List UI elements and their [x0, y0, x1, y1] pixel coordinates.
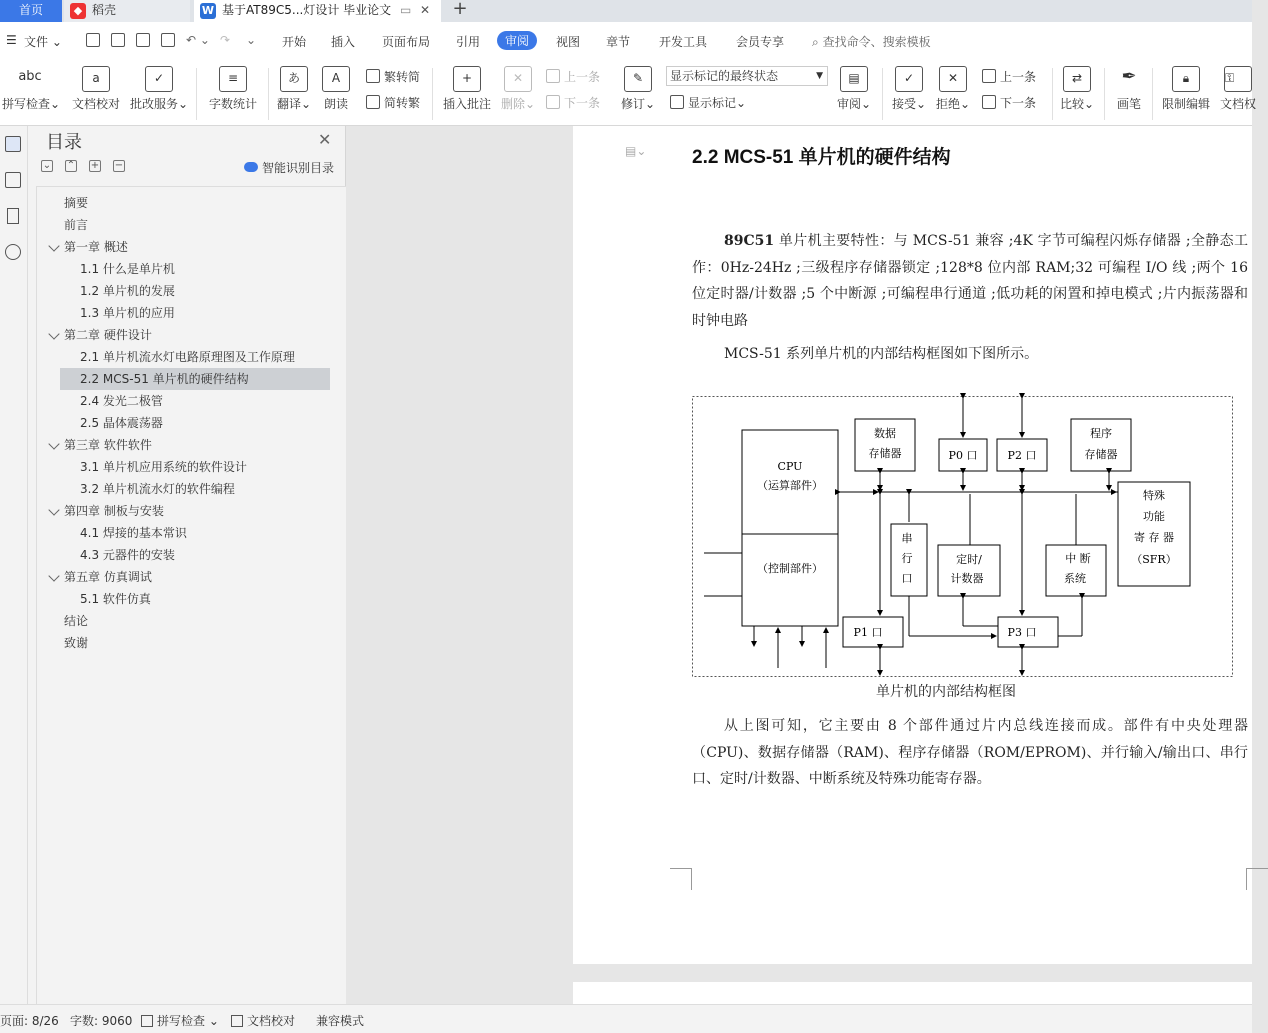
next-revision-button[interactable] — [982, 94, 1036, 111]
next-comment-button[interactable] — [546, 94, 600, 111]
display-mode-value: 显示标记的最终状态 — [670, 69, 779, 83]
translate-icon: あ — [280, 66, 308, 92]
menu-developer[interactable]: 开发工具 — [659, 35, 708, 49]
ribbon-divider — [1052, 68, 1053, 120]
next-revision-label: 下一条 — [1000, 96, 1037, 110]
prev-revision-button[interactable] — [982, 68, 1036, 85]
doc-proof-icon: a — [82, 66, 110, 92]
outline-icon[interactable] — [5, 136, 21, 152]
review-pane-label: 审阅 — [836, 97, 861, 111]
page-indicator[interactable]: 页面: 8/26 — [0, 1014, 59, 1028]
batch-service-icon: ✓ — [145, 66, 173, 92]
show-marks-label: 显示标记 — [688, 96, 737, 110]
pen-label: 画笔 — [1116, 97, 1141, 111]
program-memory-label-2: 存储器 — [1084, 448, 1118, 461]
word-count-indicator[interactable]: 字数: 9060 — [70, 1014, 133, 1028]
doc-permission-icon: ⚿ — [1224, 66, 1252, 92]
serial-label-1: 串 — [901, 532, 913, 545]
word-count-button[interactable] — [206, 62, 260, 122]
review-pane-icon: ▤ — [840, 66, 868, 92]
quick-access-dropdown-icon[interactable]: ⌄ — [246, 33, 257, 47]
control-unit-label: （控制部件） — [757, 562, 823, 575]
document-page[interactable] — [573, 126, 1252, 964]
doc-permission-label: 文档权 — [1220, 97, 1257, 111]
status-doc-proof[interactable] — [231, 1012, 295, 1029]
smart-toc-icon — [244, 162, 258, 172]
redo-icon[interactable]: ↷ — [220, 33, 231, 47]
save-icon[interactable] — [86, 33, 100, 47]
review-pane-button[interactable]: ▤ 审阅⌄ — [836, 62, 872, 122]
doc-proof-label: 文档校对 — [71, 97, 120, 111]
remove-heading-icon[interactable]: − — [114, 160, 124, 171]
smart-toc-label: 智能识别目录 — [262, 161, 335, 175]
data-memory-label-2: 存储器 — [868, 447, 902, 460]
page-corner-mark — [1246, 868, 1268, 890]
status-proof-label: 文档校对 — [247, 1014, 296, 1028]
alu-label: （运算部件） — [757, 479, 823, 492]
ribbon-divider — [1152, 68, 1153, 120]
display-mode-select[interactable] — [666, 66, 828, 86]
spell-check-button[interactable]: abc 拼写检查⌄ — [2, 62, 58, 122]
bookmark-icon[interactable] — [7, 208, 19, 224]
menu-chapter[interactable]: 章节 — [606, 35, 631, 49]
menu-insert[interactable]: 插入 — [331, 35, 356, 49]
word-count-label: 字数统计 — [208, 97, 257, 111]
show-marks-button[interactable]: 显示标记⌄ — [670, 94, 746, 111]
tab-close-icon[interactable]: ✕ — [420, 3, 431, 17]
toc-item[interactable]: 2.4 发光二极管 — [80, 394, 163, 408]
status-bar — [0, 1004, 1252, 1033]
paragraph-summary: 从上图可知，它主要由 8 个部件通过片内总线连接而成。部件有中央处理器（CPU)、数据存储器（RAM)、程序存储器（ROM/EPROM)、并行输入/输出口、串行口、定时/计数器、中断系统及特殊功能寄存器。 — [692, 718, 1248, 787]
pen-icon: ✒ — [1121, 66, 1137, 87]
menu-file[interactable]: 文件 ⌄ — [24, 35, 62, 49]
chevron-down-icon[interactable] — [48, 504, 59, 515]
spell-check-icon: abc — [18, 69, 42, 84]
ribbon-divider — [432, 68, 433, 120]
status-spell-check[interactable]: 拼写检查 ⌄ — [141, 1012, 219, 1029]
smart-toc-button[interactable] — [244, 159, 334, 176]
ribbon-divider — [882, 68, 883, 120]
toc-item[interactable]: 2.1 单片机流水灯电路原理图及工作原理 — [80, 350, 295, 364]
chapter-nav-icon[interactable] — [5, 172, 21, 188]
toc-item[interactable]: 第四章 制板与安装 — [64, 504, 164, 518]
spell-check-label: 拼写检查 — [2, 97, 51, 111]
reject-button[interactable]: ✕ 拒绝⌄ — [934, 62, 972, 122]
accept-button[interactable]: ✓ 接受⌄ — [890, 62, 928, 122]
tab-document-label: 基于AT89C5...灯设计 毕业论文 — [222, 3, 392, 17]
chevron-down-icon[interactable] — [48, 328, 59, 339]
reject-label: 拒绝 — [935, 97, 960, 111]
toc-item[interactable]: 前言 — [64, 218, 89, 232]
toc-item[interactable]: 1.3 单片机的应用 — [80, 306, 175, 320]
print-preview-icon[interactable] — [161, 33, 175, 47]
p2-label: P2 口 — [1007, 449, 1037, 462]
section-heading: 2.2 MCS-51 单片机的硬件结构 — [692, 147, 951, 168]
read-aloud-label: 朗读 — [323, 97, 348, 111]
structure-diagram — [692, 396, 1234, 678]
menu-reference[interactable]: 引用 — [456, 35, 481, 49]
search-icon: ⌕ — [812, 35, 819, 49]
reject-icon: ✕ — [939, 66, 967, 92]
toc-item[interactable]: 3.2 单片机流水灯的软件编程 — [80, 482, 235, 496]
ribbon-divider — [268, 68, 269, 120]
prev-revision-label: 上一条 — [1000, 70, 1037, 84]
menu-review[interactable]: 审阅 — [497, 31, 537, 50]
status-spell-label: 拼写检查 — [157, 1014, 206, 1028]
add-heading-icon[interactable]: + — [90, 160, 100, 171]
menu-member[interactable]: 会员专享 — [736, 35, 785, 49]
restrict-edit-button[interactable] — [1160, 62, 1212, 122]
chevron-down-icon: ▼ — [816, 71, 823, 81]
timer-label-1: 定时/ — [956, 553, 982, 566]
page-corner-mark — [670, 868, 692, 890]
menu-start[interactable]: 开始 — [282, 35, 307, 49]
tab-restore-icon[interactable]: ▭ — [400, 3, 412, 17]
next-comment-label: 下一条 — [564, 96, 601, 110]
toc-item[interactable]: 第三章 软件软件 — [64, 438, 152, 452]
ribbon-divider — [1104, 68, 1105, 120]
insert-comment-button[interactable] — [440, 62, 494, 122]
tab-daoke-label: 稻壳 — [92, 3, 117, 17]
find-icon[interactable] — [5, 244, 21, 260]
restrict-edit-label: 限制编辑 — [1161, 97, 1210, 111]
menu-layout[interactable]: 页面布局 — [382, 35, 431, 49]
tab-daoke[interactable] — [64, 0, 190, 22]
insert-comment-label: 插入批注 — [442, 97, 491, 111]
trad-to-simp-button[interactable] — [366, 68, 420, 85]
simp-to-trad-label: 简转繁 — [384, 96, 421, 110]
compat-mode-indicator: 兼容模式 — [316, 1014, 365, 1028]
read-aloud-button[interactable] — [320, 62, 352, 122]
pen-button[interactable] — [1112, 62, 1146, 122]
show-marks-icon — [670, 95, 684, 109]
tab-home[interactable]: 首页 — [0, 0, 62, 22]
doc-proof-button[interactable] — [70, 62, 122, 122]
translate-button[interactable]: あ 翻译⌄ — [276, 62, 312, 122]
next-page[interactable] — [573, 982, 1252, 1004]
compare-label: 比较 — [1059, 97, 1084, 111]
serial-label-3: 口 — [901, 572, 913, 585]
revise-label: 修订 — [620, 97, 645, 111]
undo-icon[interactable]: ↶ ⌄ — [186, 33, 210, 47]
toc-item[interactable]: 第一章 概述 — [64, 240, 128, 254]
chevron-down-icon[interactable] — [48, 240, 59, 251]
review-ribbon — [0, 62, 1257, 126]
toc-panel — [28, 126, 346, 1004]
chip-name: 89C51 — [724, 233, 775, 249]
data-memory-label-1: 数据 — [874, 427, 896, 440]
restrict-edit-icon: 🔒︎ — [1172, 66, 1200, 92]
translate-label: 翻译 — [276, 97, 301, 111]
timer-label-2: 计数器 — [950, 572, 984, 585]
prev-revision-icon — [982, 69, 996, 83]
command-search-label: 查找命令、搜索模板 — [822, 35, 931, 49]
figure-caption: 单片机的内部结构框图 — [876, 684, 1016, 700]
cpu-label: CPU — [777, 460, 803, 473]
delete-comment-label: 删除 — [500, 97, 525, 111]
toc-item[interactable]: 4.1 焊接的基本常识 — [80, 526, 187, 540]
toc-title: 目录 — [46, 132, 82, 153]
sfr-label-3: 寄 存 器 — [1134, 531, 1174, 544]
p3-label: P3 口 — [1007, 626, 1037, 639]
toc-item[interactable]: 第二章 硬件设计 — [64, 328, 152, 342]
toc-item[interactable]: 1.1 什么是单片机 — [80, 262, 175, 276]
simp-to-trad-button[interactable] — [366, 94, 420, 111]
daoke-logo-icon: ◆ — [70, 3, 86, 19]
export-pdf-icon[interactable] — [111, 33, 125, 47]
prev-comment-icon — [546, 69, 560, 83]
paragraph-intro: MCS-51 系列单片机的内部结构框图如下图所示。 — [724, 346, 1039, 362]
revise-button[interactable]: ✎ 修订⌄ — [618, 62, 658, 122]
spell-check-icon — [141, 1015, 153, 1027]
tab-bar — [0, 0, 1252, 22]
doc-proof-icon — [231, 1015, 243, 1027]
toc-item[interactable]: 第五章 仿真调试 — [64, 570, 152, 584]
next-comment-icon — [546, 95, 560, 109]
menu-view[interactable]: 视图 — [556, 35, 581, 49]
expand-all-icon[interactable]: ⌄ — [42, 160, 52, 171]
sfr-label-2: 功能 — [1143, 510, 1165, 523]
paragraph-menu-icon[interactable]: ▤⌄ — [625, 144, 647, 158]
toc-item[interactable]: 致谢 — [64, 636, 89, 650]
menu-file-label: 文件 — [24, 35, 49, 49]
prev-comment-button[interactable] — [546, 68, 600, 85]
word-doc-icon: W — [201, 4, 215, 17]
simp-to-trad-icon — [366, 95, 380, 109]
close-icon[interactable]: ✕ — [318, 130, 332, 149]
hamburger-icon[interactable]: ☰ — [6, 33, 17, 47]
compare-button[interactable]: ⇄ 比较⌄ — [1058, 62, 1096, 122]
program-memory-label-1: 程序 — [1090, 427, 1112, 440]
toc-item-selected[interactable]: 2.2 MCS-51 单片机的硬件结构 — [60, 368, 330, 390]
sfr-label-1: 特殊 — [1143, 489, 1165, 502]
accept-label: 接受 — [891, 97, 916, 111]
delete-comment-button[interactable]: ✕ 删除⌄ — [500, 62, 536, 122]
features-text: 单片机主要特性：与 MCS-51 兼容 ;4K 字节可编程闪烁存储器 ;全静态工作：0Hz-24Hz ;三级程序存储器锁定 ;128*8 位内部 RAM;32 可编程 I/O 线 ;两个 16 位定时器/计数器 ;5 个中断源 ;可编程串行通道 ;低功耗的闲置和掉电模式 ;片内振荡器和时钟电路 — [692, 233, 1248, 329]
paragraph-features — [692, 228, 1248, 334]
next-revision-icon — [982, 95, 996, 109]
chevron-down-icon[interactable] — [48, 438, 59, 449]
toc-item[interactable]: 摘要 — [64, 196, 89, 210]
chevron-down-icon[interactable] — [48, 570, 59, 581]
left-rail — [0, 126, 28, 1004]
serial-label-2: 行 — [901, 552, 913, 565]
batch-service-label: 批改服务 — [130, 97, 179, 111]
print-icon[interactable] — [136, 33, 150, 47]
toc-item[interactable]: 3.1 单片机应用系统的软件设计 — [80, 460, 247, 474]
ribbon-divider — [196, 68, 197, 120]
toc-item[interactable]: 4.3 元器件的安装 — [80, 548, 175, 562]
prev-comment-label: 上一条 — [564, 70, 601, 84]
read-aloud-icon: A — [322, 66, 350, 92]
toc-item[interactable]: 2.5 晶体震荡器 — [80, 416, 163, 430]
interrupt-label-2: 系统 — [1064, 572, 1086, 585]
toc-item[interactable]: 结论 — [64, 614, 89, 628]
trad-to-simp-icon — [366, 69, 380, 83]
accept-icon: ✓ — [895, 66, 923, 92]
sfr-label-4: （SFR） — [1131, 553, 1177, 566]
toc-item[interactable]: 1.2 单片机的发展 — [80, 284, 175, 298]
compare-icon: ⇄ — [1063, 66, 1091, 92]
toc-list — [36, 186, 367, 1004]
word-count-icon: ≡ — [219, 66, 247, 92]
delete-comment-icon: ✕ — [504, 66, 532, 92]
trad-to-simp-label: 繁转简 — [384, 70, 421, 84]
p1-label: P1 口 — [853, 626, 883, 639]
tab-document[interactable] — [194, 0, 441, 22]
collapse-all-icon[interactable]: ⌃ — [66, 160, 76, 171]
command-search[interactable] — [812, 33, 931, 50]
p0-label: P0 口 — [948, 449, 978, 462]
revise-icon: ✎ — [624, 66, 652, 92]
menu-row — [0, 22, 1252, 62]
toc-item[interactable]: 5.1 软件仿真 — [80, 592, 151, 606]
batch-service-button[interactable]: ✓ 批改服务⌄ — [130, 62, 188, 122]
insert-comment-icon: + — [453, 66, 481, 92]
new-tab-button[interactable]: + — [452, 0, 468, 19]
doc-permission-button[interactable] — [1220, 62, 1257, 122]
interrupt-label-1: 中 断 — [1065, 552, 1091, 565]
